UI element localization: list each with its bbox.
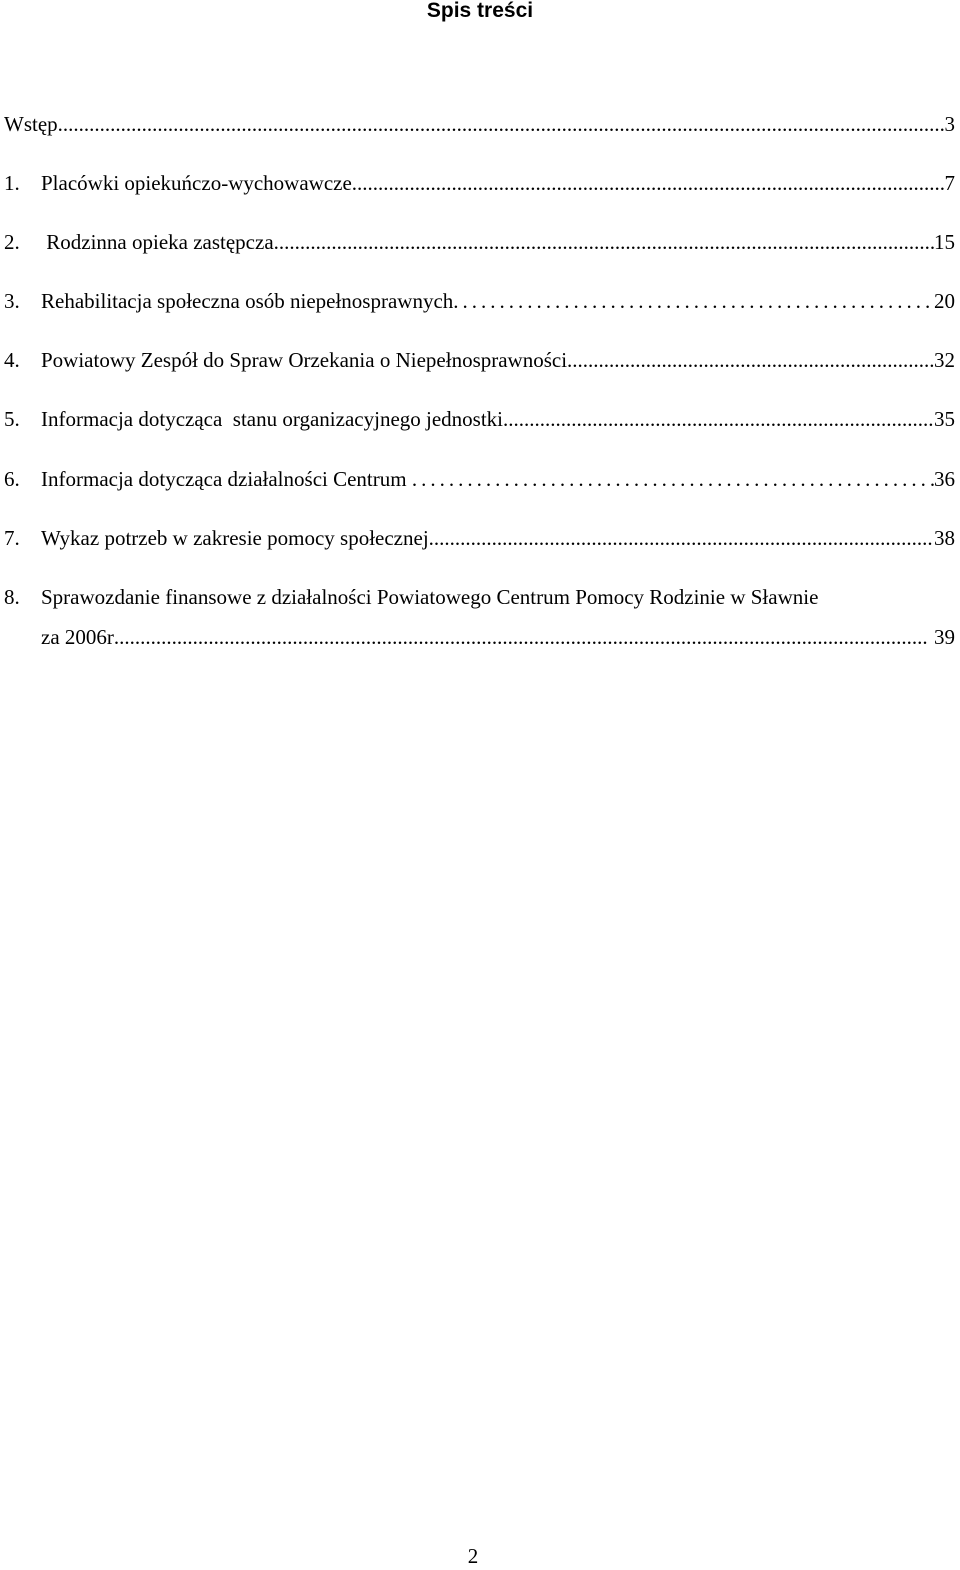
toc-entry-number: 7.: [4, 526, 20, 550]
toc-dot-leader: [453, 287, 934, 315]
toc-entry-number: 3.: [4, 289, 20, 313]
toc-dot-leader: [58, 110, 945, 138]
toc-entry-title: Rodzinna opieka zastępcza: [41, 230, 274, 254]
toc-entry-number: 1.: [4, 171, 20, 195]
toc-entry-page: 35: [934, 407, 955, 431]
toc-dot-leader: [567, 346, 934, 374]
toc-dot-leader: [503, 405, 934, 433]
toc-entry-wstep: [4, 110, 955, 138]
toc-entry-page: 20: [934, 289, 955, 313]
toc-entry-title: Informacja dotycząca stanu organizacyjnego jednostki: [41, 407, 504, 431]
toc-dot-leader: [274, 228, 934, 256]
toc-entry-page: 32: [934, 348, 955, 372]
toc-entry-title: Sprawozdanie finansowe z działalności Powiatowego Centrum Pomocy Rodzinie w Sławnie: [41, 585, 819, 609]
toc-entry-7: [4, 524, 955, 552]
toc-dot-leader: [352, 169, 945, 197]
toc-dot-leader: [429, 524, 934, 552]
toc-entry-3: [4, 287, 955, 315]
toc-entry-number: 2.: [4, 230, 20, 254]
toc-dot-leader: [114, 623, 929, 651]
toc-entry-title: Wstęp: [4, 112, 58, 136]
toc-entry-number: 5.: [4, 407, 20, 431]
toc-entry-title: Informacja dotycząca działalności Centrum: [41, 467, 412, 491]
toc-dot-leader: [412, 465, 934, 493]
toc-entry-5: [4, 405, 955, 433]
toc-entry-title: Rehabilitacja społeczna osób niepełnosprawnych: [41, 289, 454, 313]
toc-entry-title: Powiatowy Zespół do Spraw Orzekania o Niepełnosprawności: [41, 348, 568, 372]
toc-entry-page: 3: [944, 112, 955, 136]
toc-entry-page: 36: [934, 467, 955, 491]
toc-entry-2: [4, 228, 955, 256]
toc-entry-number: 6.: [4, 467, 20, 491]
toc-entry-1: [4, 169, 955, 197]
toc-entry-title: Wykaz potrzeb w zakresie pomocy społecznej: [41, 526, 429, 550]
page-title: Spis treści: [426, 0, 534, 22]
toc-entry-title-continued: za 2006r: [41, 625, 114, 649]
toc-entry-4: [4, 346, 955, 374]
toc-entry-title: Placówki opiekuńczo-wychowawcze: [41, 171, 352, 195]
page-number: 2: [467, 1544, 479, 1568]
toc-entry-page: 7: [944, 171, 955, 195]
toc-entry-6: [4, 465, 955, 493]
toc-entry-number: 4.: [4, 348, 20, 372]
toc-entry-8: [4, 583, 955, 651]
toc-entry-number: 8.: [4, 585, 20, 609]
toc-entry-page: 39: [928, 625, 955, 649]
toc-entry-page: 15: [934, 230, 955, 254]
toc-entry-page: 38: [934, 526, 955, 550]
